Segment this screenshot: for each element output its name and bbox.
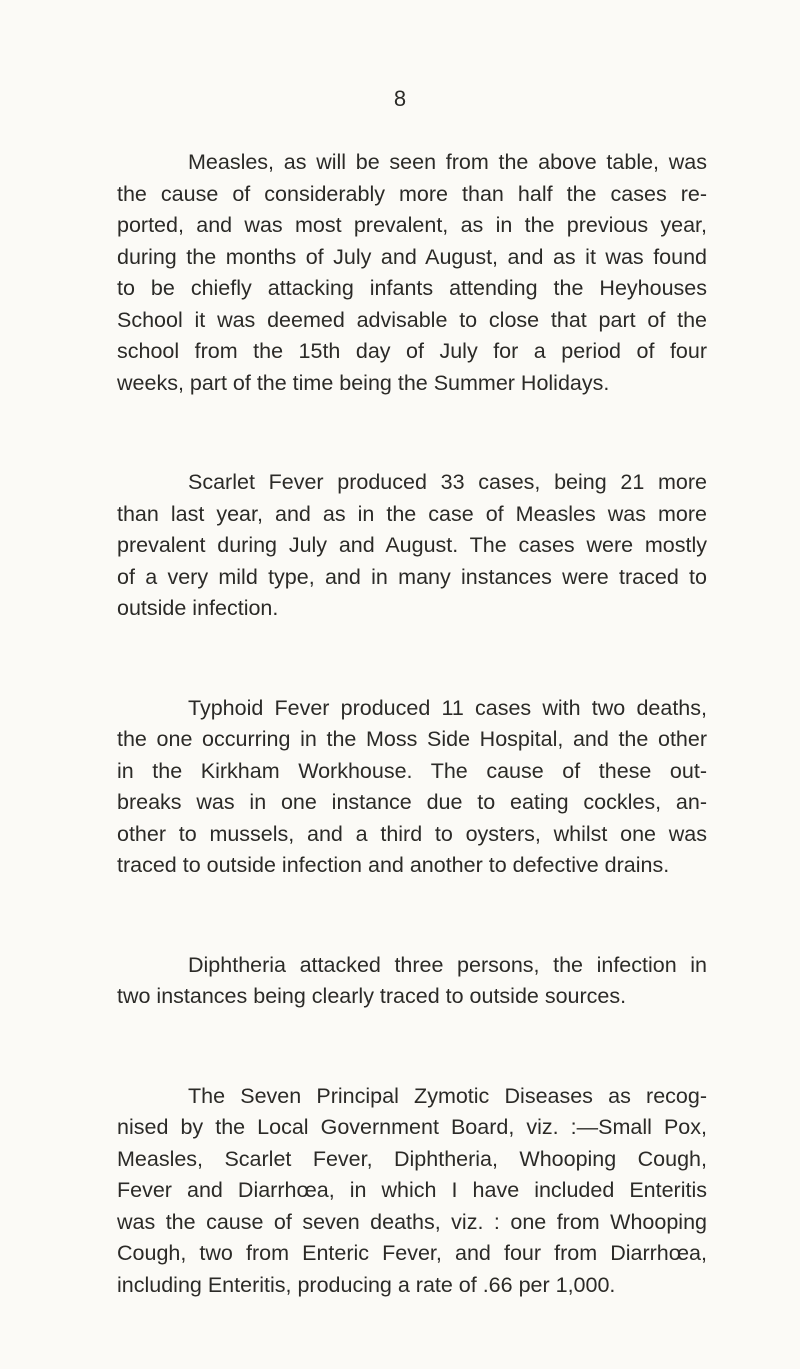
- text-line: School it was deemed advisable to close that part of the: [117, 307, 707, 332]
- paragraph-typhoid-fever: [117, 693, 707, 882]
- text-line: the one occurring in the Moss Side Hospital, and the other: [117, 727, 707, 751]
- text-line: The Seven Principal Zymotic Diseases as recog-: [188, 1083, 707, 1108]
- text-line: Cough, two from Enteric Fever, and four from Diarrhœa,: [117, 1241, 707, 1265]
- text-line: Diphtheria attacked three persons, the infection in: [188, 952, 707, 977]
- text-line: Typhoid Fever produced 11 cases with two deaths,: [188, 695, 707, 720]
- text-line: two instances being clearly traced to outside sources.: [117, 984, 627, 1008]
- text-line: to be chiefly attacking infants attending the Heyhouses: [117, 276, 707, 300]
- text-line: than last year, and as in the case of Measles was more: [117, 501, 707, 526]
- paragraph-zymotic-diseases: [117, 1081, 707, 1302]
- text-line: prevalent during July and August. The cases were mostly: [117, 533, 707, 557]
- text-line: nised by the Local Government Board, viz. :—Small Pox,: [117, 1115, 707, 1139]
- paragraph-scarlet-fever: [117, 467, 707, 625]
- text-line: was the cause of seven deaths, viz. : one from Whooping: [117, 1209, 707, 1234]
- paragraph-diphtheria: [117, 950, 707, 1013]
- body-text: [117, 147, 707, 1369]
- text-line: traced to outside infection and another to defective drains.: [117, 853, 670, 877]
- text-line: including Enteritis, producing a rate of .66 per 1,000.: [117, 1272, 616, 1297]
- text-line: Fever and Diarrhœa, in which I have included Enteritis: [117, 1178, 707, 1202]
- text-line: Scarlet Fever produced 33 cases, being 21 more: [188, 470, 707, 494]
- text-line: Measles, Scarlet Fever, Diphtheria, Whooping Cough,: [117, 1146, 707, 1171]
- paragraph-measles: [117, 147, 707, 399]
- text-line: outside infection.: [117, 596, 279, 620]
- text-line: ported, and was most prevalent, as in the previous year,: [117, 213, 707, 237]
- text-line: Measles, as will be seen from the above table, was: [188, 150, 707, 174]
- text-line: school from the 15th day of July for a period of four: [117, 339, 707, 363]
- page-number: 8: [393, 86, 407, 111]
- text-line: in the Kirkham Workhouse. The cause of these out-: [117, 758, 707, 783]
- text-line: the cause of considerably more than half the cases re-: [117, 181, 707, 206]
- text-line: breaks was in one instance due to eating cockles, an-: [117, 790, 707, 814]
- text-line: other to mussels, and a third to oysters, whilst one was: [117, 821, 707, 846]
- text-line: weeks, part of the time being the Summer Holidays.: [117, 370, 610, 395]
- text-line: during the months of July and August, and as it was found: [117, 244, 707, 269]
- text-line: of a very mild type, and in many instances were traced to: [117, 564, 707, 589]
